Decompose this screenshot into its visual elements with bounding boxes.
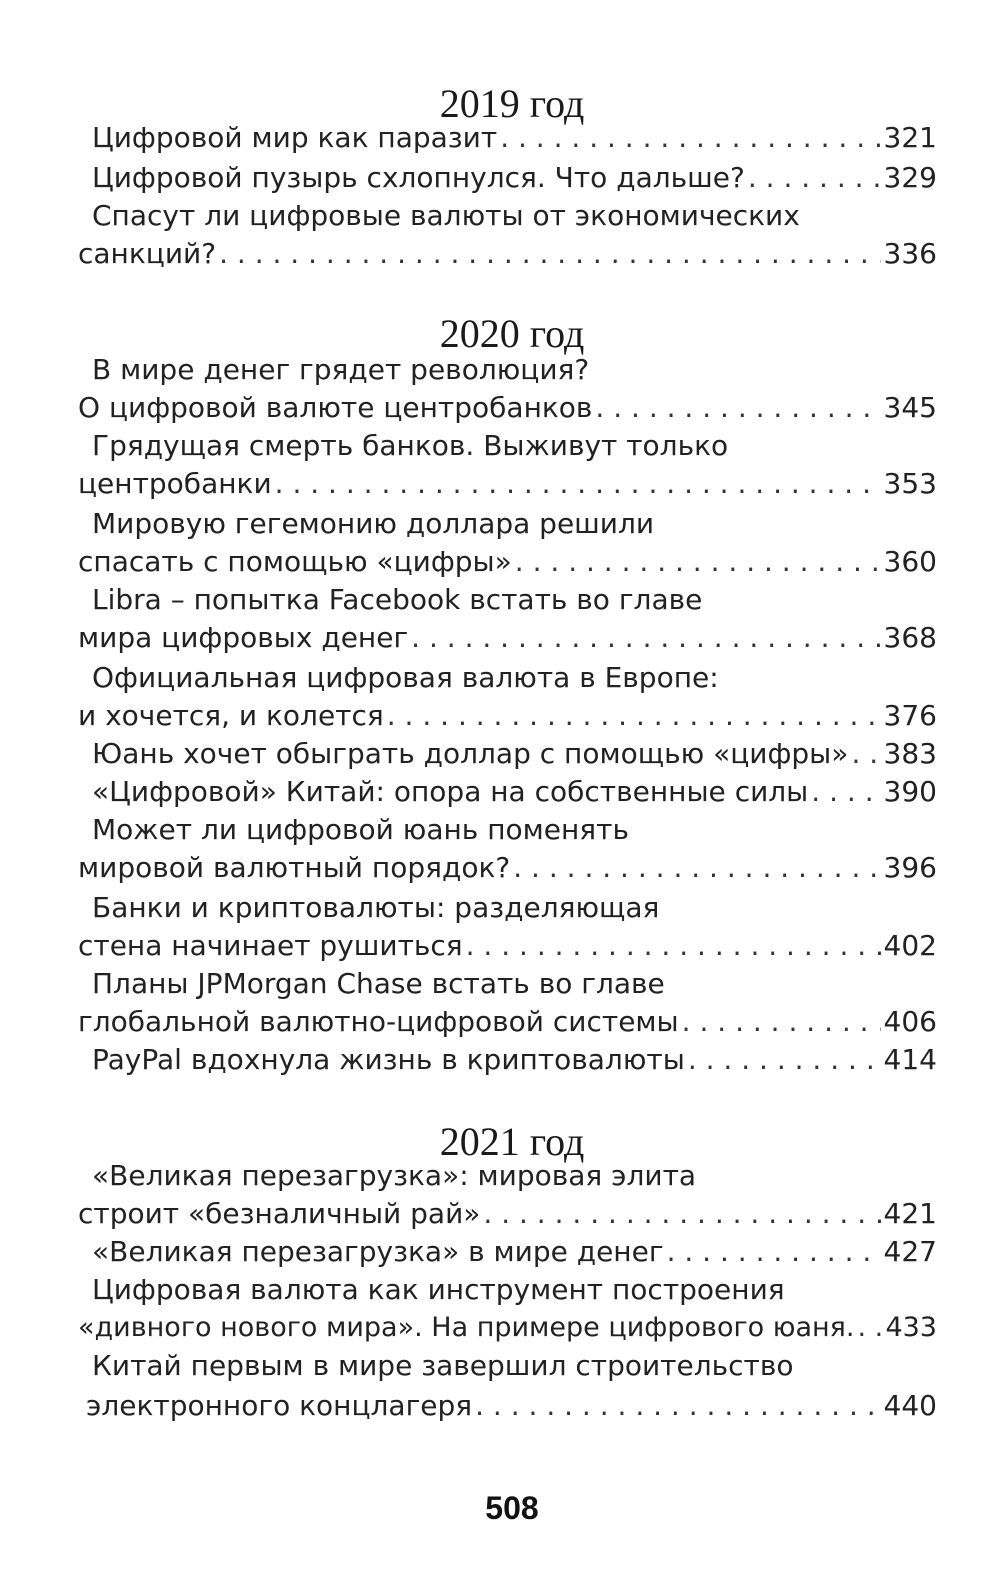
toc-entry: «Цифровой» Китай: опора на собственные силы . . . 390 [92,774,937,810]
toc-entry: спасать с помощью «цифры» . . . 360 [78,544,937,580]
toc-entry: стена начинает рушиться . . . 402 [78,928,937,964]
toc-entry: «дивного нового мира». На примере цифрового юаня. . . . 433 [78,1310,937,1346]
toc-entry: санкций? . . . 336 [78,236,937,272]
toc-entry: глобальной валютно-цифровой системы . . . 406 [78,1004,937,1040]
section-title-2019: 2019 год [439,81,585,126]
toc-entry-line1: Планы JPMorgan Chase встать во главе [92,967,665,1000]
toc-entry: Цифровой мир как паразит . . . 321 [92,120,937,156]
toc-entry: и хочется, и колется . . . 376 [78,698,937,734]
toc-entry: Юань хочет обыграть доллар с помощью «цифры» . . . 383 [92,736,937,772]
toc-entry-line1: Мировую гегемонию доллара решили [92,507,655,540]
toc-entry-line1: Китай первым в мире завершил строительство [92,1349,794,1382]
section-title-2021: 2021 год [439,1119,585,1164]
toc-entry: центробанки . . . 353 [78,466,937,502]
toc-entry-line1: Спасут ли цифровые валюты от экономических [92,199,800,232]
toc-entry: PayPal вдохнула жизнь в криптовалюты . . . 414 [92,1042,937,1078]
toc-entry-line1: Грядущая смерть банков. Выживут только [92,429,729,462]
toc-entry: мира цифровых денег . . . 368 [78,620,937,656]
toc-entry: О цифровой валюте центробанков . . . 345 [78,390,937,426]
toc-entry: электронного концлагеря . . . 440 [86,1388,937,1424]
toc-entry-line1: Может ли цифровой юань поменять [92,813,629,846]
toc-entry: мировой валютный порядок? . . . 396 [78,850,937,886]
page-number: 508 [485,1490,539,1526]
toc-entry-line1: В мире денег грядет революция? [92,353,590,386]
section-title-2020: 2020 год [439,311,585,356]
toc-entry: Цифровой пузырь схлопнулся. Что дальше? . . . 329 [92,160,937,196]
toc-entry: «Великая перезагрузка» в мире денег . . . 427 [92,1234,937,1270]
toc-entry-line1: Libra – попытка Facebook встать во главе [92,583,703,616]
toc-entry-line1: Цифровая валюта как инструмент построения [92,1273,785,1306]
toc-entry-line1: Банки и криптовалюты: разделяющая [92,891,660,924]
toc-entry-line1: Официальная цифровая валюта в Европе: [92,661,719,694]
toc-entry-line1: «Великая перезагрузка»: мировая элита [92,1159,697,1192]
toc-entry: строит «безналичный рай» . . . 421 [78,1196,937,1232]
